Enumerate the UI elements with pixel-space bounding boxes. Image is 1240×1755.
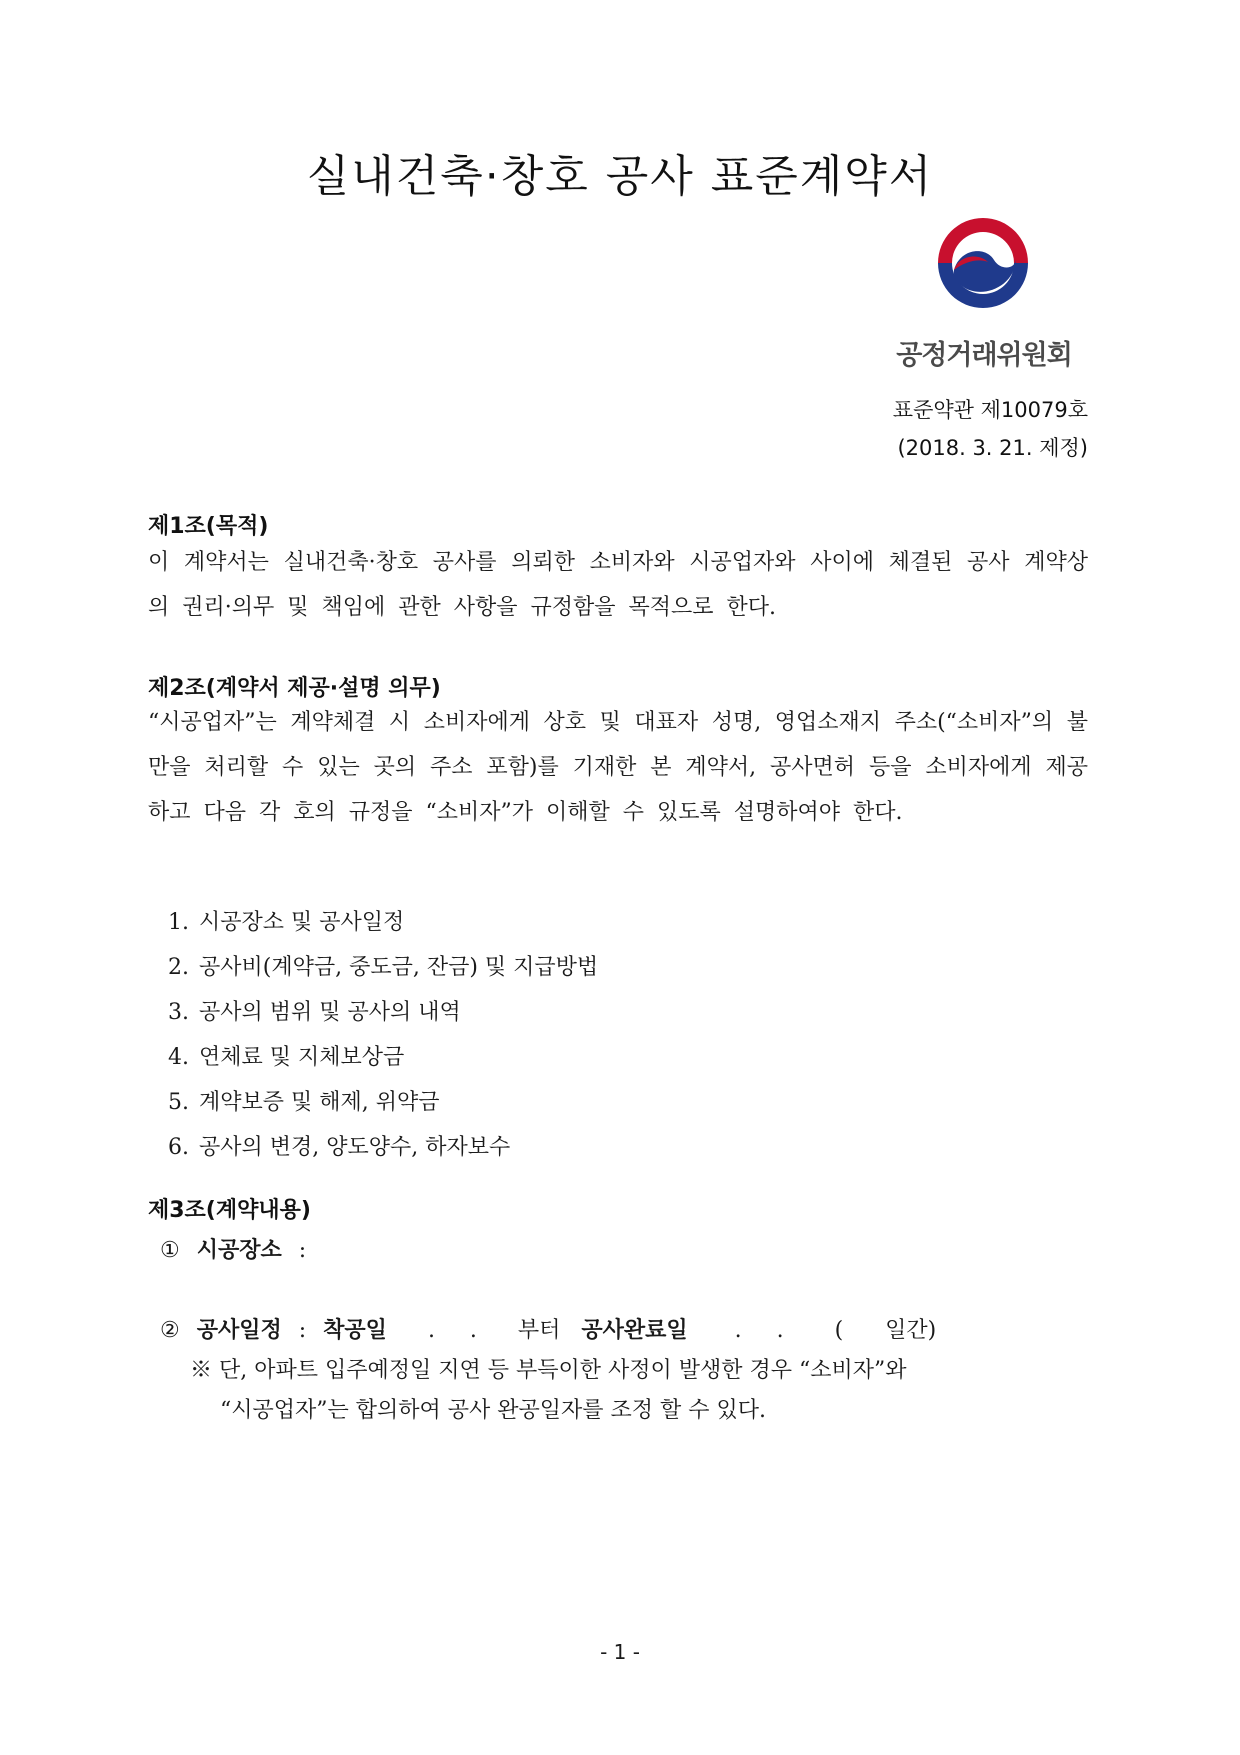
clause-1-mark: ① bbox=[160, 1238, 180, 1263]
end-date-label: 공사완료일 bbox=[581, 1318, 688, 1343]
enactment-date: (2018. 3. 21. 제정) bbox=[897, 436, 1088, 460]
note-line-1: ※ 단, 아파트 입주예정일 지연 등 부득이한 사정이 발생한 경우 “소비자”와 bbox=[190, 1358, 907, 1383]
list-item: 1. 시공장소 및 공사일정 bbox=[168, 910, 405, 935]
clause-2-label: 공사일정 bbox=[196, 1318, 282, 1343]
note-line-2: “시공업자”는 합의하여 공사 완공일자를 조정 할 수 있다. bbox=[220, 1398, 766, 1423]
list-item: 3. 공사의 범위 및 공사의 내역 bbox=[168, 1000, 461, 1025]
clause-2-mark: ② bbox=[160, 1318, 180, 1343]
article-2-heading: 제2조(계약서 제공·설명 의무) bbox=[148, 676, 441, 701]
standard-number: 표준약관 제10079호 bbox=[892, 398, 1088, 422]
document-title: 실내건축·창호 공사 표준계약서 bbox=[306, 151, 934, 202]
logo-org-name: 공정거래위원회 bbox=[896, 340, 1072, 371]
page-number: - 1 - bbox=[600, 1640, 640, 1664]
list-item: 2. 공사비(계약금, 중도금, 잔금) 및 지급방법 bbox=[168, 955, 599, 980]
article-2-text: “시공업자”는 계약체결 시 소비자에게 상호 및 대표자 성명, 영업소재지 주소(“소비자”의 불만을 처리할 수 있는 곳의 주소 포함)를 기재한 본 계약서, 공사면허 등을 소비자에게 제공하고 다음 각 호의 규정을 “소비자”가 이해할 수 있도록 설명하여야 한다. bbox=[148, 710, 1088, 825]
clause-1-site: ① 시공장소 : bbox=[160, 1238, 307, 1263]
clause-2-schedule: ② 공사일정 : 착공일 . . 부터 공사완료일 . . ( 일간) bbox=[160, 1318, 937, 1343]
ftc-logo bbox=[876, 208, 1092, 378]
taegeuk-emblem-icon bbox=[928, 208, 1038, 318]
article-3-heading: 제3조(계약내용) bbox=[148, 1198, 311, 1223]
list-item: 4. 연체료 및 지체보상금 bbox=[168, 1045, 405, 1070]
article-1-heading: 제1조(목적) bbox=[148, 514, 269, 539]
list-item: 5. 계약보증 및 해제, 위약금 bbox=[168, 1090, 440, 1115]
clause-1-label: 시공장소 bbox=[196, 1238, 282, 1263]
list-item: 6. 공사의 변경, 양도양수, 하자보수 bbox=[168, 1135, 511, 1160]
article-2-items bbox=[168, 900, 598, 1170]
start-date-label: 착공일 bbox=[323, 1318, 387, 1343]
article-1-text: 이 계약서는 실내건축·창호 공사를 의뢰한 소비자와 시공업자와 사이에 체결된 공사 계약상의 권리·의무 및 책임에 관한 사항을 규정함을 목적으로 한다. bbox=[148, 550, 1088, 620]
